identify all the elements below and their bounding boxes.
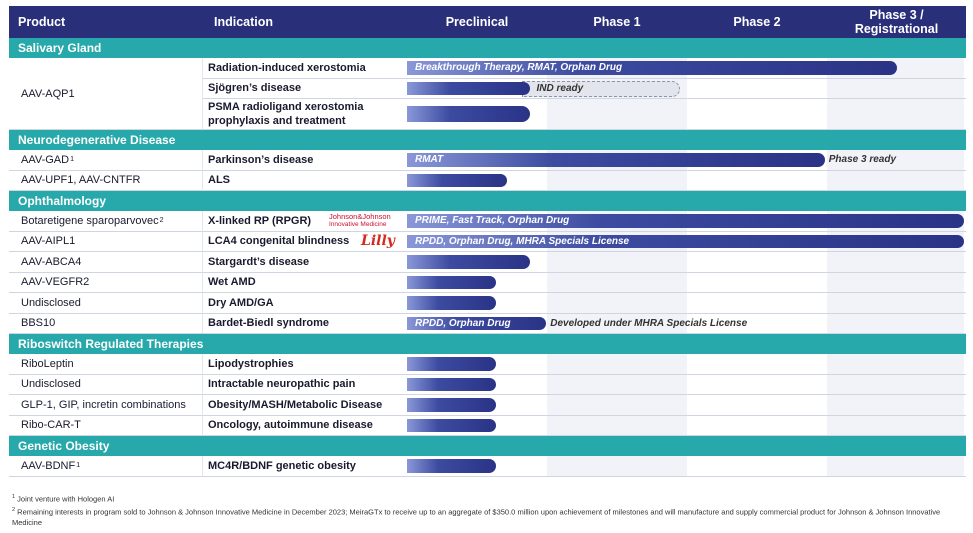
indication-rows	[203, 171, 966, 192]
product-name: GLP-1, GIP, incretin combinations	[21, 398, 186, 411]
header-phase-2: Phase 2	[733, 15, 781, 29]
section-header: Riboswitch Regulated Therapies	[9, 334, 966, 354]
program-group	[9, 314, 966, 335]
product-cell	[9, 150, 203, 171]
footnote-ref: 1	[70, 156, 74, 164]
program-group	[9, 232, 966, 253]
indication-label: MC4R/BDNF genetic obesity	[208, 459, 356, 472]
table-header	[9, 6, 966, 38]
indication-rows	[203, 416, 966, 437]
progress-bar	[407, 378, 496, 392]
progress-bar-label: RMAT	[415, 154, 444, 166]
progress-bar	[407, 61, 897, 75]
program-group	[9, 211, 966, 232]
phase-column-shade	[827, 416, 964, 436]
progress-bar	[407, 174, 507, 188]
program-group	[9, 273, 966, 294]
phase-column-shade	[547, 252, 687, 272]
indication-rows	[203, 293, 966, 314]
header-indication: Indication	[214, 15, 274, 29]
indication-label: Radiation-induced xerostomia	[208, 61, 366, 74]
section-header: Genetic Obesity	[9, 436, 966, 456]
program-group	[9, 58, 966, 130]
table-row	[203, 456, 966, 477]
indication-label: Dry AMD/GA	[208, 296, 274, 309]
program-group	[9, 416, 966, 437]
header-product: Product	[18, 15, 66, 29]
table-row	[203, 293, 966, 314]
progress-bar	[407, 459, 496, 473]
table-row	[203, 314, 966, 335]
product-name: AAV-GAD	[21, 153, 70, 166]
phase-column-shade	[547, 456, 687, 476]
section-header: Neurodegenerative Disease	[9, 130, 966, 150]
progress-bar	[407, 106, 530, 122]
table-row	[203, 79, 966, 100]
product-cell	[9, 273, 203, 294]
footnote-1: $^1$ Joint venture with Hologen AI	[12, 494, 115, 504]
product-cell	[9, 58, 203, 130]
program-group	[9, 171, 966, 192]
indication-rows	[203, 395, 966, 416]
indication-label: Bardet-Biedl syndrome	[208, 317, 330, 330]
table-row	[203, 416, 966, 437]
phase-column-shade	[547, 354, 687, 374]
program-group	[9, 375, 966, 396]
table-row	[203, 171, 966, 192]
indication-rows	[203, 456, 966, 477]
section-header: Ophthalmology	[9, 191, 966, 211]
indication-label: LCA4 congenital blindness	[208, 235, 350, 248]
program-group	[9, 150, 966, 171]
table-row	[203, 354, 966, 375]
table-row	[203, 375, 966, 396]
progress-bar	[407, 398, 496, 412]
phase-column-shade	[827, 456, 964, 476]
indication-rows	[203, 150, 966, 171]
indication-rows	[203, 211, 966, 232]
progress-bar	[407, 419, 496, 433]
product-cell	[9, 416, 203, 437]
header-phase-3: Phase 3 / Registrational	[854, 8, 939, 36]
table-row	[203, 232, 966, 253]
program-group	[9, 252, 966, 273]
progress-bar-label: RPDD, Orphan Drug, MHRA Specials License	[415, 235, 630, 247]
status-note: Developed under MHRA Specials License	[550, 317, 748, 329]
status-note: Phase 3 ready	[828, 154, 897, 166]
product-name: AAV-BDNF	[21, 459, 76, 472]
phase-column-shade	[827, 171, 964, 191]
indication-label: Oncology, autoimmune disease	[208, 419, 373, 432]
indication-rows	[203, 232, 966, 253]
indication-rows	[203, 314, 966, 335]
progress-bar	[407, 153, 825, 167]
product-name: AAV-ABCA4	[21, 255, 82, 268]
progress-bar	[407, 357, 496, 371]
product-name: AAV-UPF1, AAV-CNTFR	[21, 174, 141, 187]
phase-column-shade	[827, 273, 964, 293]
indication-label: X-linked RP (RPGR)	[208, 214, 312, 227]
phase-column-shade	[827, 354, 964, 374]
phase-column-shade	[827, 375, 964, 395]
indication-rows	[203, 273, 966, 294]
product-name: AAV-AIPL1	[21, 235, 76, 248]
footnote-ref: 1	[76, 462, 81, 470]
product-cell	[9, 171, 203, 192]
phase-column-shade	[547, 99, 687, 129]
product-cell	[9, 232, 203, 253]
indication-label: Obesity/MASH/Metabolic Disease	[208, 398, 383, 411]
progress-bar	[407, 317, 546, 331]
ind-ready-outline: IND ready	[522, 81, 680, 97]
program-group	[9, 456, 966, 477]
header-phase-1: Phase 1	[593, 15, 641, 29]
indication-rows	[203, 58, 966, 130]
table-row	[203, 150, 966, 171]
phase-column-shade	[827, 314, 964, 334]
footnote-ref: 2	[159, 217, 164, 225]
product-name: AAV-VEGFR2	[21, 276, 90, 289]
table-row	[203, 99, 966, 130]
program-group	[9, 293, 966, 314]
product-name: Undisclosed	[21, 296, 81, 309]
phase-column-shade	[827, 252, 964, 272]
footnotes	[12, 492, 952, 528]
product-cell	[9, 354, 203, 375]
progress-bar-label: RPDD, Orphan Drug	[415, 317, 511, 329]
product-cell	[9, 375, 203, 396]
progress-bar	[407, 235, 964, 249]
phase-column-shade	[827, 99, 964, 129]
jnj-logo-line-1: Johnson&Johnson	[329, 211, 391, 221]
phase-column-shade	[827, 395, 964, 415]
phase-column-shade	[547, 416, 687, 436]
pipeline-table	[9, 6, 966, 477]
jnj-logo	[329, 211, 391, 231]
product-name: RiboLeptin	[21, 357, 74, 370]
lilly-logo: Lilly	[361, 233, 395, 250]
indication-rows	[203, 354, 966, 375]
footnote-2: $^2$ Remaining interests in program sold to Johnson & Johnson Innovative Medicine in December 2023; MeiraGTx to receive up to an aggregate of $350.0 million upon achievement of milestones and will manufacture and supply commercial product for Johnson & Johnson Innovative Medicine	[12, 506, 941, 527]
phase-column-shade	[547, 273, 687, 293]
product-name: Ribo-CAR-T	[21, 419, 81, 432]
progress-bar	[407, 82, 530, 96]
progress-bar	[407, 296, 496, 310]
product-cell	[9, 456, 203, 477]
indication-rows	[203, 375, 966, 396]
product-cell	[9, 211, 203, 232]
indication-label: Wet AMD	[208, 276, 256, 289]
product-name: Undisclosed	[21, 378, 81, 391]
phase-column-shade	[827, 293, 964, 313]
phase-column-shade	[547, 293, 687, 313]
indication-label: Sjögren’s disease	[208, 82, 302, 95]
header-preclinical: Preclinical	[445, 15, 509, 29]
phase-column-shade	[547, 375, 687, 395]
product-name: BBS10	[21, 317, 56, 330]
indication-label: PSMA radioligand xerostomia prophylaxis and treatment	[208, 101, 364, 127]
product-cell	[9, 395, 203, 416]
indication-label: Intractable neuropathic pain	[208, 378, 356, 391]
progress-bar-label: Breakthrough Therapy, RMAT, Orphan Drug	[415, 62, 623, 74]
program-group	[9, 354, 966, 375]
progress-bar	[407, 214, 964, 228]
phase-column-shade	[547, 171, 687, 191]
product-name: AAV-AQP1	[21, 87, 75, 100]
indication-label: Stargardt’s disease	[208, 255, 310, 268]
table-row	[203, 273, 966, 294]
table-row	[203, 211, 966, 232]
product-cell	[9, 252, 203, 273]
phase-column-shade	[827, 79, 964, 99]
table-row	[203, 395, 966, 416]
jnj-logo-line-2: Innovative Medicine	[329, 220, 387, 228]
indication-label: ALS	[208, 174, 230, 187]
indication-label: Lipodystrophies	[208, 357, 294, 370]
indication-label: Parkinson’s disease	[208, 153, 314, 166]
table-row	[203, 58, 966, 79]
indication-rows	[203, 252, 966, 273]
phase-column-shade	[547, 395, 687, 415]
product-cell	[9, 293, 203, 314]
progress-bar-label: PRIME, Fast Track, Orphan Drug	[415, 215, 570, 227]
table-row	[203, 252, 966, 273]
section-header: Salivary Gland	[9, 38, 966, 58]
progress-bar	[407, 255, 530, 269]
program-group	[9, 395, 966, 416]
product-cell	[9, 314, 203, 335]
product-name: Botaretigene sparoparvovec	[21, 214, 159, 227]
progress-bar	[407, 276, 496, 290]
